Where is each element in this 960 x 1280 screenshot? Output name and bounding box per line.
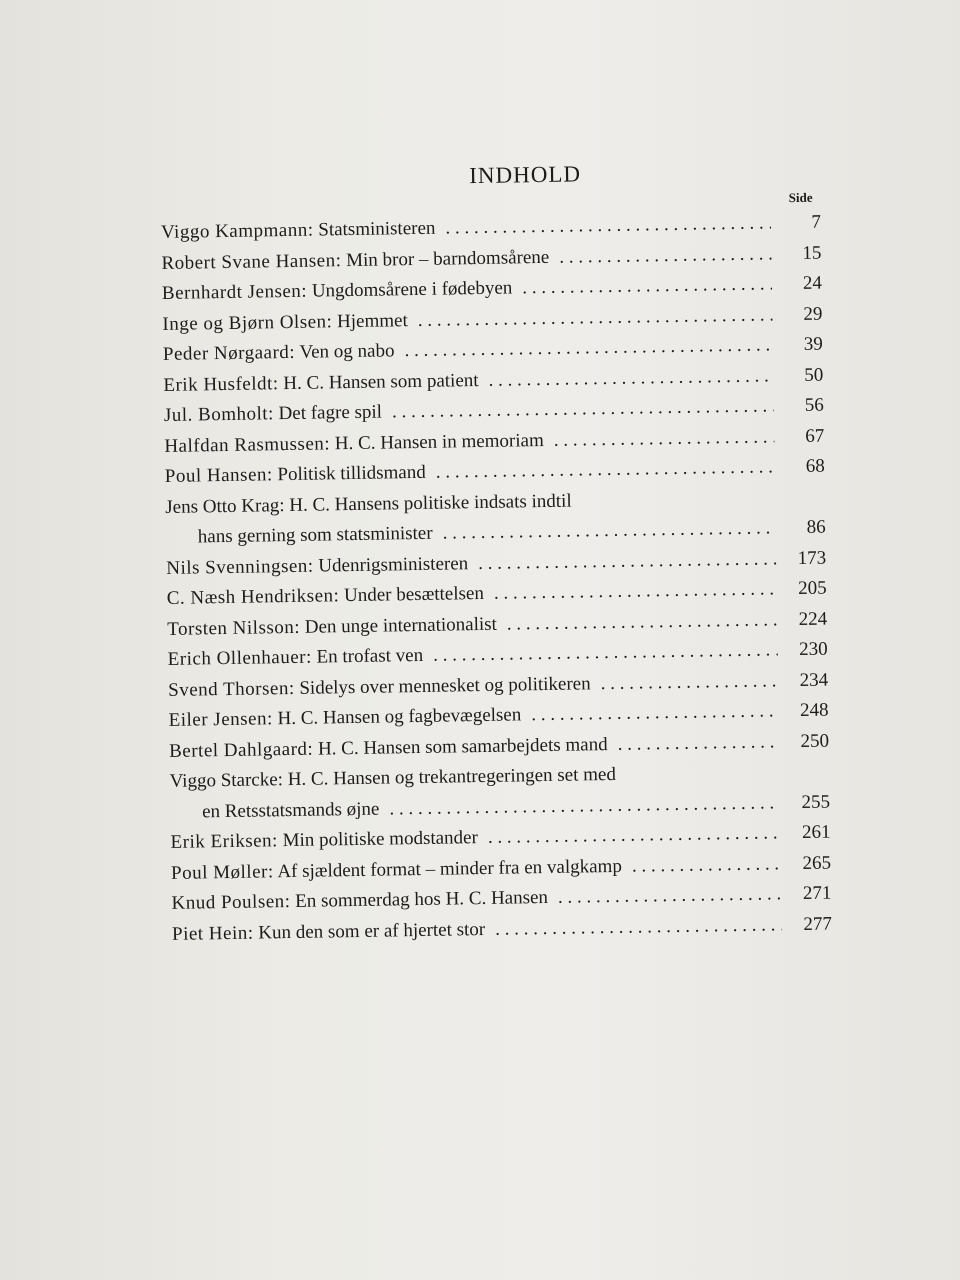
dot-leader (558, 879, 782, 913)
toc-title: H. C. Hansen som patient (283, 369, 479, 394)
toc-title: H. C. Hansen og fagbevægelsen (277, 704, 522, 730)
toc-author: Poul Møller: (170, 860, 274, 884)
toc-author: Erich Ollenhauer: (167, 646, 312, 670)
page-number: 50 (804, 364, 824, 386)
toc-title: Udenrigsministeren (318, 552, 469, 577)
dot-leader (600, 666, 778, 699)
page-number: 68 (805, 455, 825, 477)
toc-entries (161, 208, 832, 950)
toc-author: Erik Husfeldt: (163, 372, 279, 396)
toc-title: Statsministeren (318, 217, 436, 241)
toc-author: Robert Svane Hansen: (161, 249, 342, 274)
toc-author: Halfdan Rasmussen: (164, 432, 331, 457)
page-number: 248 (799, 699, 829, 722)
toc-entry-text (161, 214, 436, 249)
toc-title-continued: hans gerning som statsminister (197, 522, 433, 548)
page-number: 261 (801, 821, 831, 843)
toc-title: Sidelys over mennesket og politikeren (299, 672, 591, 699)
dot-leader (488, 818, 781, 853)
toc-author: Bernhardt Jensen: (161, 280, 308, 304)
page-number: 67 (805, 425, 825, 447)
page-number: 277 (803, 913, 833, 935)
toc-title: En sommerdag hos H. C. Hansen (295, 886, 549, 912)
toc-title: Af sjældent format – minder fra en valgkamp (277, 855, 623, 882)
side-column-label: Side (788, 189, 813, 206)
toc-entry-text (171, 883, 548, 919)
page-number: 224 (798, 608, 828, 630)
toc-author: Torsten Nilsson: (167, 616, 301, 640)
table-of-contents (160, 158, 832, 950)
dot-leader (488, 361, 773, 396)
toc-title: Min bror – barndomsårene (345, 246, 550, 271)
page-number: 250 (800, 730, 830, 752)
dot-leader (478, 544, 777, 579)
dot-leader (632, 849, 782, 882)
toc-entry-text (164, 398, 383, 432)
page-number: 56 (804, 394, 824, 416)
toc-author: Viggo Starcke: (169, 769, 284, 792)
page-number: 265 (802, 852, 832, 874)
page-number: 205 (798, 577, 827, 600)
toc-title: Ungdomsårene i fødebyen (311, 277, 513, 302)
toc-entry-text (163, 336, 395, 370)
toc-author: Inge og Bjørn Olsen: (162, 310, 333, 335)
page-number: 255 (801, 791, 831, 813)
toc-entry-text (165, 458, 426, 493)
toc-entry-text (162, 306, 408, 340)
toc-title: Politisk tillidsmand (277, 461, 426, 486)
toc-entry-text (163, 366, 479, 401)
toc-title: En trofast ven (316, 644, 424, 668)
page-number: 15 (802, 242, 822, 264)
toc-title: Under besættelsen (343, 582, 485, 607)
toc-entry-text (167, 579, 485, 614)
toc-title: Ven og nabo (299, 340, 395, 363)
page-number: 173 (797, 547, 827, 569)
toc-author: Peder Nørgaard: (162, 341, 296, 365)
toc-entry-text (167, 641, 423, 676)
dot-leader (436, 452, 775, 488)
toc-entry-text (170, 823, 478, 858)
toc-title: H. C. Hansen og trekantregeringen set med (287, 763, 617, 791)
page-number: 86 (806, 516, 826, 538)
dot-leader (617, 727, 779, 760)
toc-title-continued: en Retsstatsmands øjne (201, 798, 380, 822)
toc-title: H. C. Hansens politiske indsats indtil (289, 490, 572, 516)
page-number: 230 (798, 638, 828, 661)
toc-author: Knud Poulsen: (171, 891, 291, 914)
page-number: 29 (803, 303, 823, 325)
page-number: 24 (802, 272, 823, 294)
toc-author: Jul. Bomholt: (163, 403, 275, 426)
toc-author: C. Næsh Hendriksen: (166, 585, 340, 609)
dot-leader (495, 910, 782, 945)
toc-title: H. C. Hansen som samarbejdets mand (317, 733, 608, 760)
toc-author: Eiler Jensen: (168, 708, 273, 731)
toc-author: Poul Hansen: (164, 464, 273, 487)
toc-title: H. C. Hansen in memoriam (334, 429, 544, 454)
page-number: 234 (799, 669, 829, 691)
toc-author: Piet Hein: (171, 922, 254, 945)
page-title: INDHOLD (469, 161, 582, 189)
toc-author: Bertel Dahlgaard: (168, 738, 314, 762)
dot-leader (559, 239, 772, 273)
toc-author: Svend Thorsen: (168, 677, 295, 701)
dot-leader (522, 269, 772, 303)
toc-title: Kun den som er af hjertet stor (258, 918, 486, 944)
toc-title: Det fagre spil (278, 401, 383, 425)
toc-title: Min politiske modstander (282, 827, 479, 852)
dot-leader (531, 696, 779, 730)
toc-title: Hjemmet (336, 309, 408, 332)
page-number: 39 (803, 333, 824, 355)
toc-entry-text (166, 549, 468, 584)
toc-author: Jens Otto Krag: (165, 494, 285, 518)
toc-author: Nils Svenningsen: (166, 555, 314, 579)
toc-entry-text (172, 914, 486, 949)
toc-title: Den unge internationalist (304, 613, 497, 638)
page-number: 7 (811, 211, 822, 233)
page-number: 271 (802, 882, 832, 904)
toc-author: Erik Eriksen: (170, 830, 279, 853)
toc-author: Viggo Kampmann: (160, 219, 314, 243)
dot-leader (554, 422, 775, 456)
dot-leader (494, 574, 777, 609)
dot-leader (507, 605, 778, 640)
